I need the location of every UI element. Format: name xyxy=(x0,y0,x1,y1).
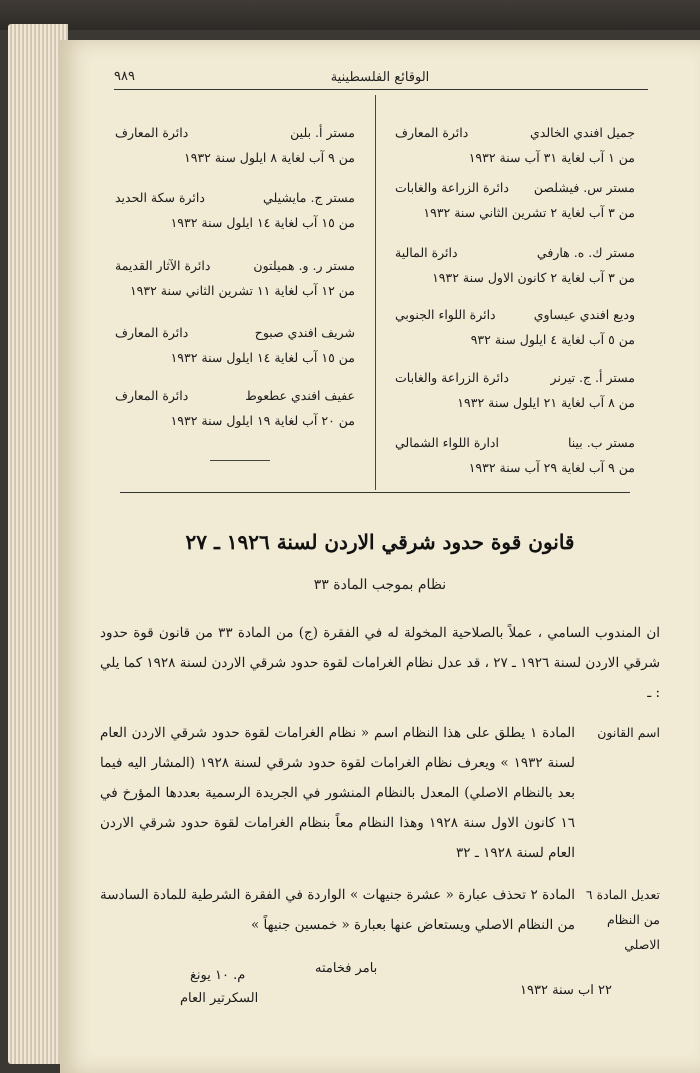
appointment-entry xyxy=(395,302,635,352)
law-title: قانون قوة حدود شرقي الاردن لسنة ١٩٢٦ ـ ٢٧ xyxy=(185,530,575,554)
entry-name: مستر أ. بلين xyxy=(290,125,355,140)
appointment-entry xyxy=(115,120,355,170)
gazette-page xyxy=(60,40,700,1073)
entry-dates: من ١٥ آب لغاية ١٤ ايلول سنة ١٩٣٢ xyxy=(170,350,355,365)
entry-name: مستر ر. و. هميلتون xyxy=(253,258,355,273)
entry-dates: من ٣ آب لغاية ٢ تشرين الثاني سنة ١٩٣٢ xyxy=(423,205,635,220)
signatory-title: السكرتير العام xyxy=(180,991,259,1006)
by-order-line: بامر فخامته xyxy=(315,961,378,976)
entry-department: دائرة المعارف xyxy=(115,325,189,340)
law-subtitle: نظام بموجب المادة ٣٣ xyxy=(313,577,447,593)
entry-dates: من ٨ آب لغاية ٢١ ايلول سنة ١٩٣٢ xyxy=(457,395,635,410)
appointment-entry xyxy=(395,430,635,480)
entry-name: مستر ك. ه. هارفي xyxy=(536,245,635,260)
section-divider xyxy=(120,492,630,493)
signature-date: ٢٢ اب سنة ١٩٣٢ xyxy=(520,983,612,998)
law-preamble: ان المندوب السامي ، عملاً بالصلاحية المخولة له في الفقرة (ج) من المادة ٣٣ من قانون قوة حدود شرقي الاردن لسنة ١٩٢٦ ـ ٢٧ ، قد عدل نظام الغرامات لقوة حدود شرقي الاردن لسنة ١٩٢٨ كما يلي : ـ xyxy=(100,625,661,701)
entry-department: دائرة الزراعة والغابات xyxy=(395,180,509,195)
entry-dates: من ٥ آب لغاية ٤ ايلول سنة ٩٣٢ xyxy=(470,332,635,347)
entry-department: دائرة سكة الحديد xyxy=(115,190,205,205)
entry-department: ادارة اللواء الشمالي xyxy=(395,435,499,450)
article-1: المادة ١ يطلق على هذا النظام اسم « نظام الغرامات لقوة حدود شرقي الاردن العام لسنة ١٩٣٢ » ويعرف نظام الغرامات لقوة حدود شرقي لسنة ١٩٢٨ (المشار اليه فيما بعد بالنظام الاصلي) المعدل بالنظام المنشور في الجريدة الرسمية بعددها المؤرخ في ١٦ كانون الاول سنة ١٩٢٨ وهذا النظام معاً بنظام الغرامات لقوة حدود شرقي الاردن العام لسنة ١٩٢٨ ـ ٣٢ xyxy=(100,725,576,861)
entry-dates: من ١ آب لغاية ٣١ آب سنة ١٩٣٢ xyxy=(468,150,635,165)
article-2-margin-note: تعديل المادة ٦ من النظام الاصلي xyxy=(585,887,660,952)
entry-department: دائرة المعارف xyxy=(115,388,189,403)
entry-dates: من ١٢ آب لغاية ١١ تشرين الثاني سنة ١٩٣٢ xyxy=(129,283,355,298)
entry-name: مستر أ. ج. تيرنر xyxy=(550,370,635,385)
article-2: المادة ٢ تحذف عبارة « عشرة جنيهات » الواردة في الفقرة الشرطية للمادة السادسة من النظام الاصلي ويستعاض عنها بعبارة « خمسين جنيهاً » xyxy=(100,887,575,933)
entry-department: دائرة المعارف xyxy=(395,125,469,140)
entry-name: مستر ج. مايشيلي xyxy=(263,190,355,205)
appointment-entry xyxy=(395,120,635,170)
column-divider xyxy=(375,95,376,490)
entry-name: وديع افندي عيساوي xyxy=(533,307,635,322)
page-number: ٩٨٩ xyxy=(114,69,135,84)
appointment-entry xyxy=(115,185,355,235)
page-header-title: الوقائع الفلسطينية xyxy=(330,70,430,85)
entry-name: مستر س. فيشلصن xyxy=(533,180,635,195)
appointment-entry xyxy=(395,365,635,415)
entry-department: دائرة الآثار القديمة xyxy=(115,258,211,273)
entry-dates: من ٢٠ آب لغاية ١٩ ايلول سنة ١٩٣٢ xyxy=(170,413,355,428)
entry-name: شريف افندي صبوح xyxy=(254,325,355,340)
appointment-entry xyxy=(395,240,635,290)
entry-department: دائرة اللواء الجنوبي xyxy=(395,307,496,322)
entry-department: دائرة المالية xyxy=(395,245,458,260)
entry-name: عفيف افندي عطعوط xyxy=(245,388,355,403)
book-cover-edge xyxy=(0,0,700,30)
appointment-entry xyxy=(115,253,355,303)
entry-department: دائرة الزراعة والغابات xyxy=(395,370,509,385)
entry-dates: من ٩ آب لغاية ٢٩ آب سنة ١٩٣٢ xyxy=(468,460,635,475)
entry-name: مستر ب. بينا xyxy=(567,435,635,450)
entry-dates: من ٩ آب لغاية ٨ ايلول سنة ١٩٣٢ xyxy=(184,150,355,165)
entry-dates: من ١٥ آب لغاية ١٤ ايلول سنة ١٩٣٢ xyxy=(170,215,355,230)
entry-department: دائرة المعارف xyxy=(115,125,189,140)
signatory-name: م. ١٠ يونغ xyxy=(190,968,246,983)
book-page-edges xyxy=(8,24,68,1064)
header-divider xyxy=(114,89,648,90)
article-1-margin-note: اسم القانون xyxy=(597,725,660,740)
appointment-entry xyxy=(395,175,635,225)
appointment-entry xyxy=(115,320,355,370)
appointment-entry xyxy=(115,383,355,433)
entry-name: جميل افندي الخالدي xyxy=(529,125,635,140)
entry-dates: من ٣ آب لغاية ٢ كانون الاول سنة ١٩٣٢ xyxy=(432,270,635,285)
column-end-rule xyxy=(210,460,270,461)
